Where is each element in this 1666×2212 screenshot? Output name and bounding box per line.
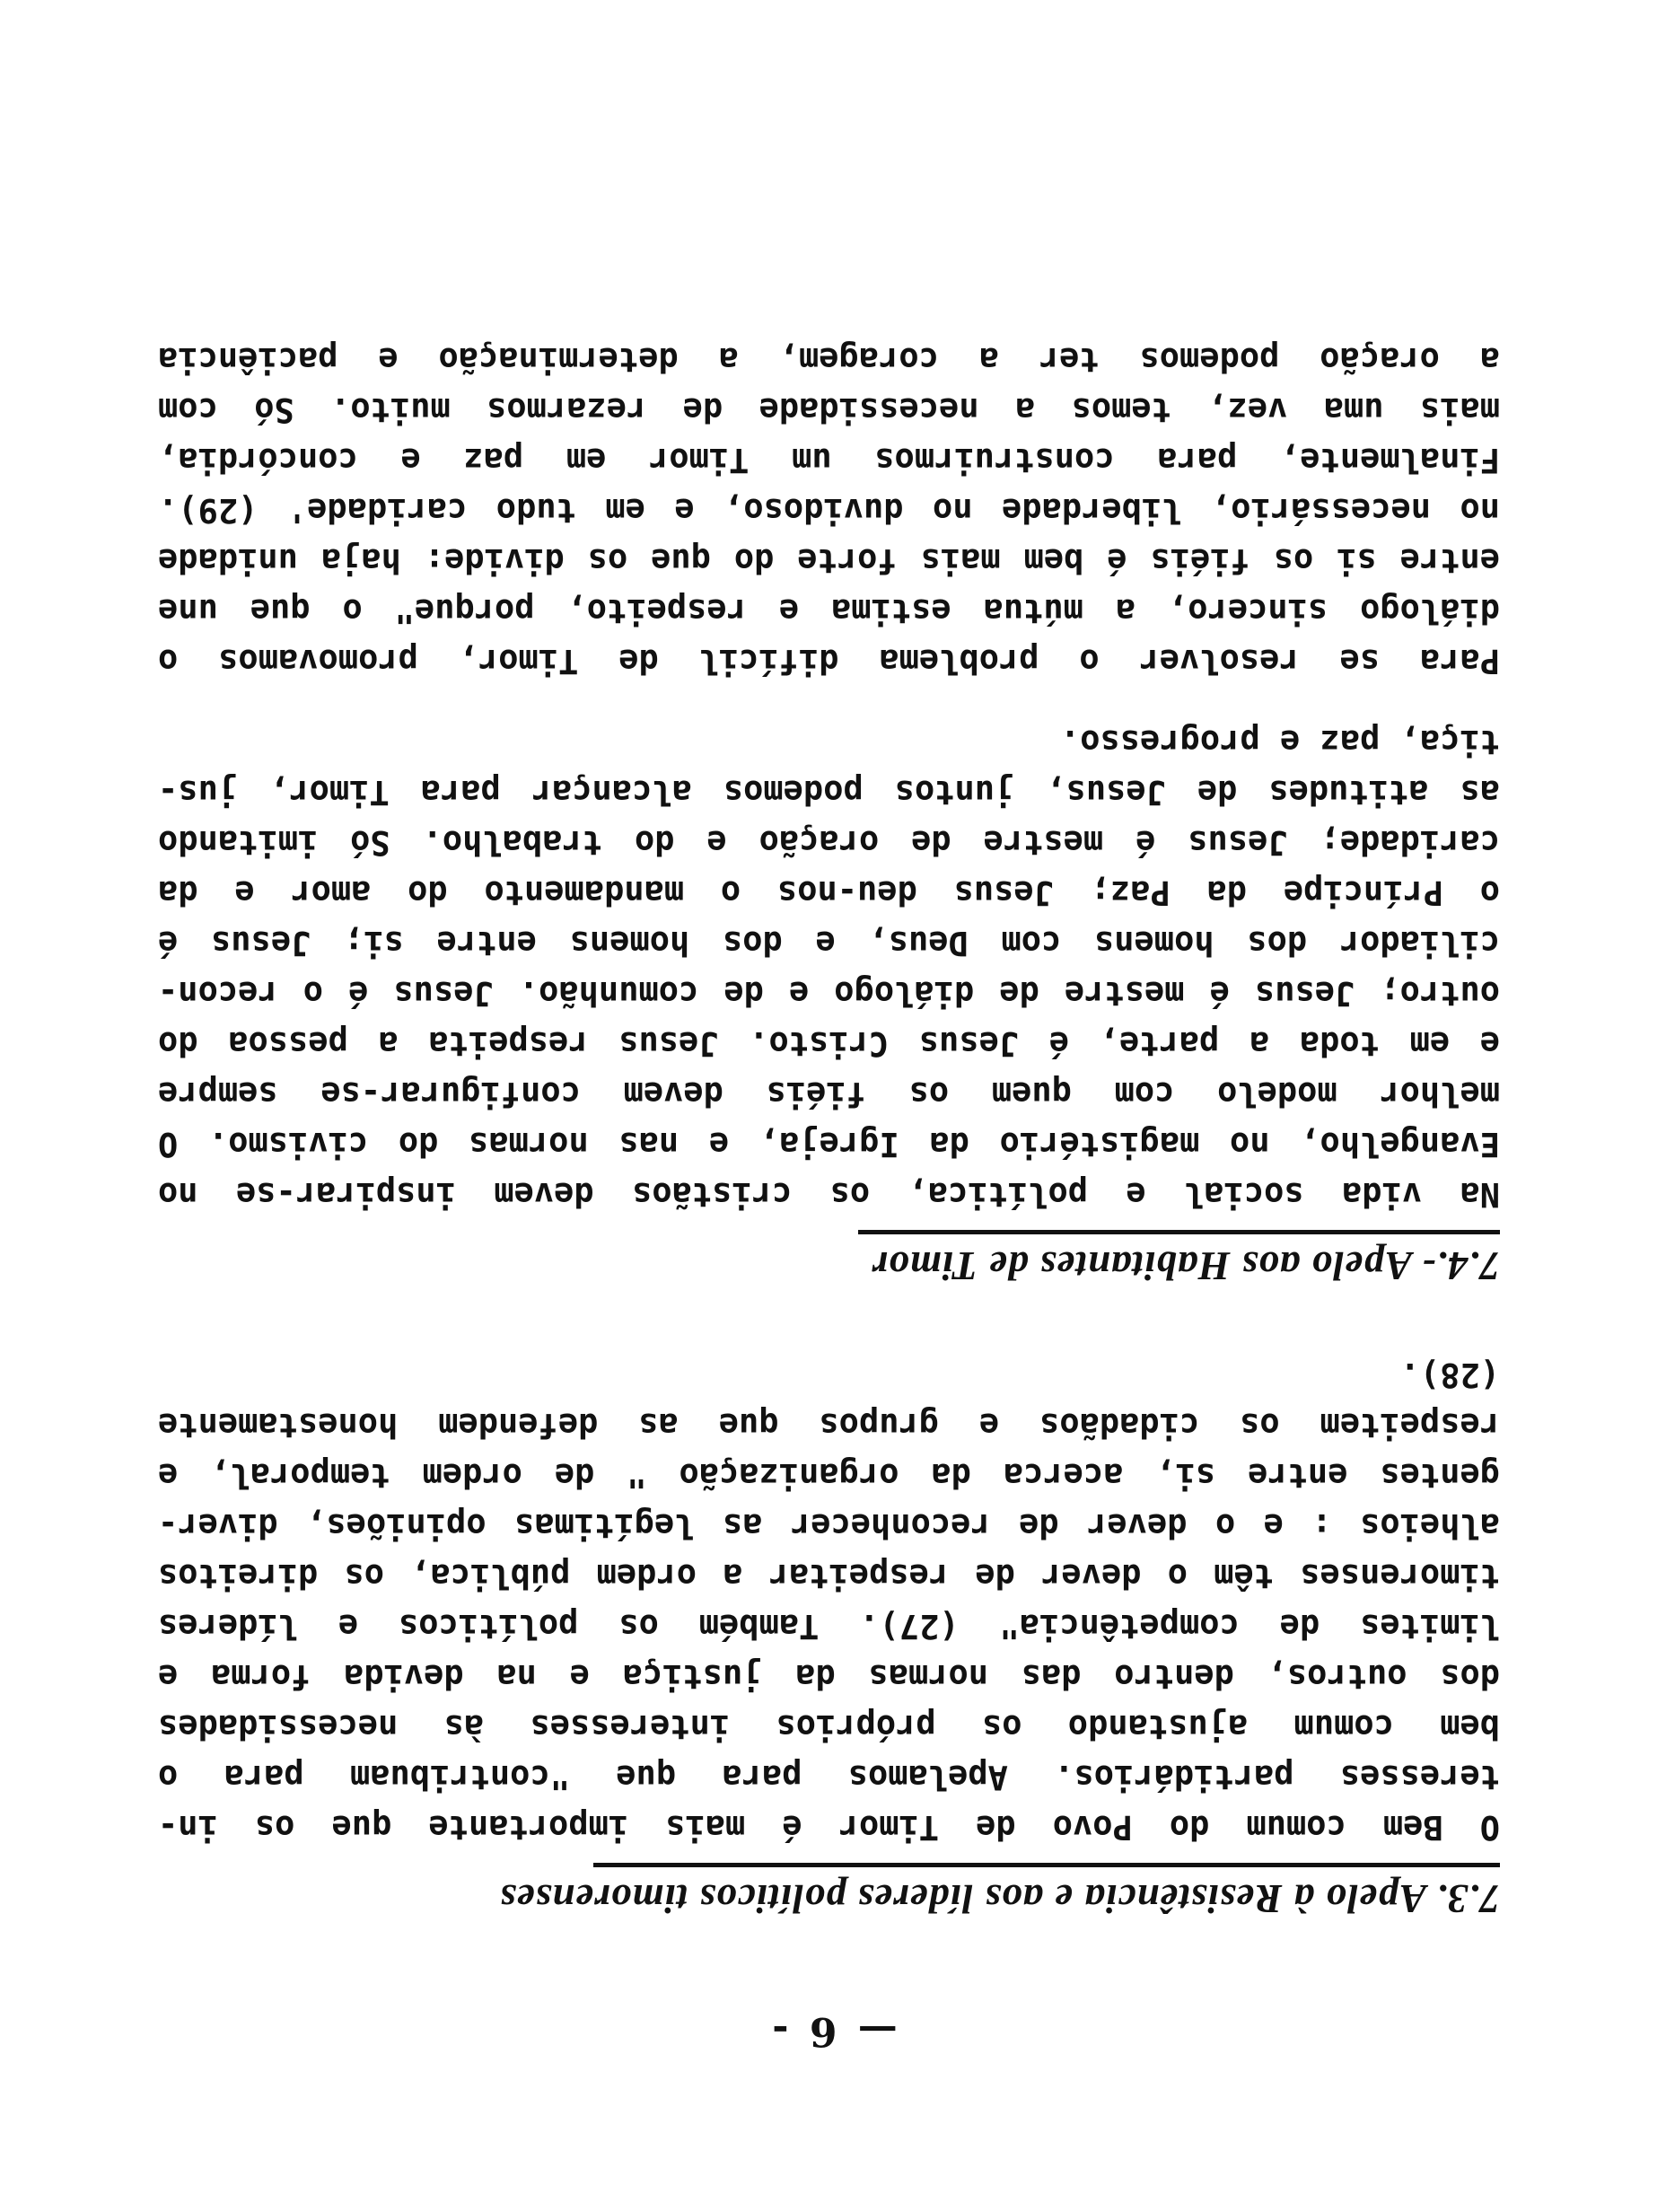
heading-underline xyxy=(593,1863,1500,1867)
text-line: diálogo sincero, a mútua estima e respeito, porque" o que une xyxy=(158,592,1500,630)
text-line: outro; Jesus é mestre de diálogo e de comunhão. Jesus é o recon- xyxy=(158,974,1500,1013)
heading-underline xyxy=(858,1230,1500,1234)
text-line: e em toda a parte, é Jesus Cristo. Jesus respeita a pessoa do xyxy=(158,1024,1500,1063)
text-line: O Bem comum do Povo de Timor é mais importante que os in- xyxy=(158,1808,1500,1847)
section-7-3-paragraph xyxy=(158,1349,1500,1852)
page-content xyxy=(158,334,1500,1925)
text-line: as atitudes de Jesus, juntos podemos alcançar para Timor, jus- xyxy=(158,773,1500,812)
text-line: Evangelho, no magistério da Igreja, e nas normas do civismo. O xyxy=(158,1125,1500,1163)
page-number: — 6 - xyxy=(768,2008,898,2054)
text-line: gentes entre si, acerca da organização " de ordem temporal, e xyxy=(158,1456,1500,1495)
text-line: caridade; Jesus é mestre de oração e do trabalho. Só imitando xyxy=(158,823,1500,862)
text-line: Na vida social e política, os cristãos devem inspirar-se no xyxy=(158,1175,1500,1214)
text-line: ciliador dos homens com Deus, e dos homens entre si; Jesus é xyxy=(158,924,1500,962)
text-line: entre si os fiéis é bem mais forte do que os divide: haja unidade xyxy=(158,541,1500,580)
text-line: tiça, paz e progresso. xyxy=(1059,723,1500,761)
section-7-3-heading: 7.3. Apelo à Resistência e aos líderes políticos timorenses xyxy=(499,1876,1500,1921)
text-line: mais uma vez, temos a necessidade de rezarmos muito. Só com xyxy=(158,391,1500,429)
section-7-4-paragraph-2 xyxy=(158,334,1500,686)
text-line: dos outros, dentro das normas da justiça e na devida forma e xyxy=(158,1657,1500,1696)
text-line: (28). xyxy=(1399,1356,1500,1394)
text-line: a oração podemos ter a coragem, a determinação e paciência xyxy=(158,340,1500,379)
text-line: respeitem os cidadãos e grupos que as defendem honestamente xyxy=(158,1406,1500,1444)
text-line: melhor modelo com quem os fiéis devem configurar-se sempre xyxy=(158,1075,1500,1113)
text-line: o Príncipe da Paz; Jesus deu-nos o mandamento do amor e da xyxy=(158,873,1500,912)
text-line: no necessário, liberdade no duvidoso, e em tudo caridade' (29). xyxy=(158,491,1500,530)
text-line: Para se resolver o problema difícil de Timor, promovamos o xyxy=(158,642,1500,680)
text-line: timorenses têm o dever de respeitar a ordem pública, os direitos xyxy=(158,1557,1500,1595)
text-line: Finalmente, para construirmos um Timor em paz e concórdia, xyxy=(158,441,1500,479)
text-line: alheios : e o dever de reconhecer as legítimas opiniões, diver- xyxy=(158,1506,1500,1545)
text-line: bem comum ajustando os próprios interesses às necessidades xyxy=(158,1707,1500,1746)
section-7-4-heading: 7.4.- Apelo aos Habitantes de Timor xyxy=(871,1243,1500,1288)
text-line: teresses partidários. Apelamos para que "contribuam para o xyxy=(158,1758,1500,1796)
section-7-4-paragraph-1 xyxy=(158,716,1500,1219)
text-line: limites de competência" (27). Também os políticos e líderes xyxy=(158,1607,1500,1646)
